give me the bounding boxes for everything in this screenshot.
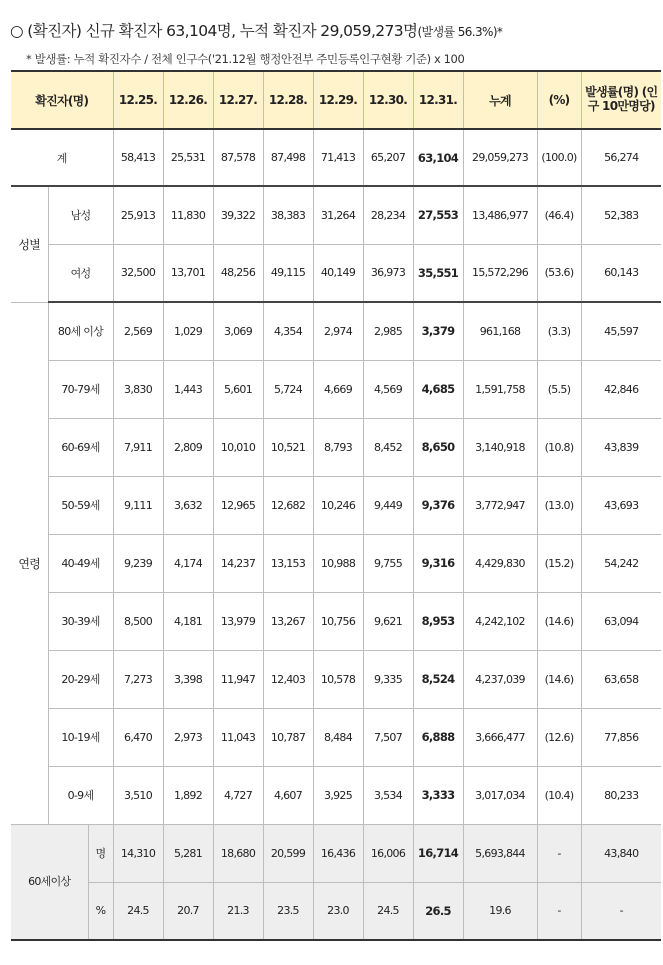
cumulative-cell: 3,140,918 [463, 418, 537, 476]
value-cell: 4,181 [163, 592, 213, 650]
value-cell: 2,985 [363, 302, 413, 360]
value-cell: 11,830 [163, 186, 213, 244]
table-row [11, 129, 661, 186]
percent-cell: - [537, 882, 581, 940]
value-cell: 3,925 [313, 766, 363, 824]
value-cell: 7,911 [113, 418, 163, 476]
header-cumulative: 누계 [463, 71, 537, 129]
rate-cell: 60,143 [581, 244, 661, 302]
rate-cell: 63,658 [581, 650, 661, 708]
value-cell: 58,413 [113, 129, 163, 186]
value-cell: 6,470 [113, 708, 163, 766]
value-cell: 8,793 [313, 418, 363, 476]
value-cell: 21.3 [213, 882, 263, 940]
value-cell: 10,988 [313, 534, 363, 592]
header-date: 12.27. [213, 71, 263, 129]
rate-cell: 56,274 [581, 129, 661, 186]
category-label: 성별 [11, 186, 48, 302]
category-label: 연령 [11, 302, 48, 824]
value-cell: 3,510 [113, 766, 163, 824]
value-cell: 2,973 [163, 708, 213, 766]
value-cell: 5,601 [213, 360, 263, 418]
value-cell: 16,436 [313, 824, 363, 882]
value-cell: 9,335 [363, 650, 413, 708]
row-label: 70-79세 [48, 360, 113, 418]
value-cell: 3,379 [413, 302, 463, 360]
value-cell: 10,246 [313, 476, 363, 534]
value-cell: 2,974 [313, 302, 363, 360]
table-row [11, 650, 661, 708]
cumulative-cell: 1,591,758 [463, 360, 537, 418]
value-cell: 49,115 [263, 244, 313, 302]
row-label: 30-39세 [48, 592, 113, 650]
header-date: 12.29. [313, 71, 363, 129]
value-cell: 13,701 [163, 244, 213, 302]
value-cell: 3,830 [113, 360, 163, 418]
value-cell: 4,727 [213, 766, 263, 824]
confirmed-cases-table [11, 70, 661, 941]
percent-cell: (3.3) [537, 302, 581, 360]
value-cell: 3,333 [413, 766, 463, 824]
cumulative-cell: 3,772,947 [463, 476, 537, 534]
table-row [11, 766, 661, 824]
value-cell: 16,006 [363, 824, 413, 882]
percent-cell: - [537, 824, 581, 882]
rate-cell: 63,094 [581, 592, 661, 650]
header-percent: (%) [537, 71, 581, 129]
value-cell: 9,316 [413, 534, 463, 592]
value-cell: 23.0 [313, 882, 363, 940]
value-cell: 10,010 [213, 418, 263, 476]
value-cell: 5,281 [163, 824, 213, 882]
row-label: 60-69세 [48, 418, 113, 476]
rate-cell: 77,856 [581, 708, 661, 766]
rate-cell: 43,839 [581, 418, 661, 476]
value-cell: 6,888 [413, 708, 463, 766]
cumulative-cell: 29,059,273 [463, 129, 537, 186]
value-cell: 40,149 [313, 244, 363, 302]
rate-cell: 80,233 [581, 766, 661, 824]
value-cell: 3,534 [363, 766, 413, 824]
value-cell: 10,787 [263, 708, 313, 766]
cumulative-cell: 3,017,034 [463, 766, 537, 824]
value-cell: 23.5 [263, 882, 313, 940]
value-cell: 26.5 [413, 882, 463, 940]
percent-cell: (14.6) [537, 650, 581, 708]
title-rate: (발생률 56.3%) [417, 25, 497, 39]
percent-cell: (15.2) [537, 534, 581, 592]
table-row [11, 824, 661, 882]
cumulative-cell: 4,237,039 [463, 650, 537, 708]
value-cell: 8,452 [363, 418, 413, 476]
value-cell: 28,234 [363, 186, 413, 244]
header-row [11, 71, 661, 129]
value-cell: 8,500 [113, 592, 163, 650]
unit-label: % [88, 882, 113, 940]
header-rate: 발생률(명) (인구 10만명당) [581, 71, 661, 129]
row-label: 40-49세 [48, 534, 113, 592]
cumulative-cell: 4,242,102 [463, 592, 537, 650]
row-label: 남성 [48, 186, 113, 244]
cumulative-cell: 5,693,844 [463, 824, 537, 882]
table-row [11, 244, 661, 302]
table-row [11, 360, 661, 418]
value-cell: 9,755 [363, 534, 413, 592]
percent-cell: (53.6) [537, 244, 581, 302]
value-cell: 11,043 [213, 708, 263, 766]
rate-cell: 43,840 [581, 824, 661, 882]
value-cell: 4,669 [313, 360, 363, 418]
header-date: 12.31. [413, 71, 463, 129]
rate-cell: 45,597 [581, 302, 661, 360]
value-cell: 9,111 [113, 476, 163, 534]
cumulative-cell: 3,666,477 [463, 708, 537, 766]
rate-cell: 43,693 [581, 476, 661, 534]
value-cell: 8,953 [413, 592, 463, 650]
value-cell: 87,578 [213, 129, 263, 186]
value-cell: 4,569 [363, 360, 413, 418]
value-cell: 3,632 [163, 476, 213, 534]
rate-cell: 54,242 [581, 534, 661, 592]
value-cell: 1,029 [163, 302, 213, 360]
header-category: 확진자(명) [11, 71, 113, 129]
value-cell: 11,947 [213, 650, 263, 708]
percent-cell: (10.4) [537, 766, 581, 824]
value-cell: 14,237 [213, 534, 263, 592]
table-row [11, 302, 661, 360]
value-cell: 63,104 [413, 129, 463, 186]
value-cell: 31,264 [313, 186, 363, 244]
value-cell: 20.7 [163, 882, 213, 940]
table-row [11, 186, 661, 244]
value-cell: 2,569 [113, 302, 163, 360]
title-label: (확진자) [27, 22, 82, 40]
table-row [11, 476, 661, 534]
value-cell: 87,498 [263, 129, 313, 186]
row-label: 80세 이상 [48, 302, 113, 360]
table-row [11, 708, 661, 766]
value-cell: 12,403 [263, 650, 313, 708]
value-cell: 71,413 [313, 129, 363, 186]
value-cell: 4,174 [163, 534, 213, 592]
value-cell: 9,449 [363, 476, 413, 534]
percent-cell: (100.0) [537, 129, 581, 186]
value-cell: 13,267 [263, 592, 313, 650]
value-cell: 5,724 [263, 360, 313, 418]
value-cell: 4,607 [263, 766, 313, 824]
cumulative-cell: 15,572,296 [463, 244, 537, 302]
percent-cell: (12.6) [537, 708, 581, 766]
percent-cell: (10.8) [537, 418, 581, 476]
cumulative-cell: 13,486,977 [463, 186, 537, 244]
value-cell: 1,443 [163, 360, 213, 418]
value-cell: 2,809 [163, 418, 213, 476]
value-cell: 9,376 [413, 476, 463, 534]
percent-cell: (46.4) [537, 186, 581, 244]
value-cell: 4,354 [263, 302, 313, 360]
percent-cell: (5.5) [537, 360, 581, 418]
value-cell: 48,256 [213, 244, 263, 302]
value-cell: 12,682 [263, 476, 313, 534]
value-cell: 16,714 [413, 824, 463, 882]
percent-cell: (13.0) [537, 476, 581, 534]
value-cell: 4,685 [413, 360, 463, 418]
value-cell: 25,531 [163, 129, 213, 186]
value-cell: 36,973 [363, 244, 413, 302]
table-row [11, 534, 661, 592]
page-title [10, 19, 502, 41]
value-cell: 10,756 [313, 592, 363, 650]
value-cell: 10,521 [263, 418, 313, 476]
value-cell: 35,551 [413, 244, 463, 302]
row-label: 20-29세 [48, 650, 113, 708]
row-label: 여성 [48, 244, 113, 302]
circle-bullet-icon: ○ [10, 22, 23, 40]
value-cell: 8,650 [413, 418, 463, 476]
unit-label: 명 [88, 824, 113, 882]
over60-label: 60세이상 [11, 824, 88, 940]
cumulative-cell: 4,429,830 [463, 534, 537, 592]
table-row [11, 418, 661, 476]
value-cell: 8,524 [413, 650, 463, 708]
header-date: 12.26. [163, 71, 213, 129]
row-label: 0-9세 [48, 766, 113, 824]
row-label: 계 [11, 129, 113, 186]
value-cell: 3,069 [213, 302, 263, 360]
rate-cell: - [581, 882, 661, 940]
value-cell: 20,599 [263, 824, 313, 882]
value-cell: 9,239 [113, 534, 163, 592]
value-cell: 8,484 [313, 708, 363, 766]
header-date: 12.28. [263, 71, 313, 129]
value-cell: 25,913 [113, 186, 163, 244]
value-cell: 24.5 [113, 882, 163, 940]
value-cell: 24.5 [363, 882, 413, 940]
value-cell: 13,979 [213, 592, 263, 650]
title-main: 신규 확진자 63,104명, 누적 확진자 29,059,273명 [81, 22, 418, 40]
value-cell: 18,680 [213, 824, 263, 882]
header-date: 12.25. [113, 71, 163, 129]
percent-cell: (14.6) [537, 592, 581, 650]
value-cell: 3,398 [163, 650, 213, 708]
value-cell: 7,507 [363, 708, 413, 766]
table-row [11, 882, 661, 940]
header-date: 12.30. [363, 71, 413, 129]
table-row [11, 592, 661, 650]
value-cell: 10,578 [313, 650, 363, 708]
row-label: 10-19세 [48, 708, 113, 766]
value-cell: 9,621 [363, 592, 413, 650]
value-cell: 65,207 [363, 129, 413, 186]
row-label: 50-59세 [48, 476, 113, 534]
rate-cell: 52,383 [581, 186, 661, 244]
footnote: * 발생률: 누적 확진자수 / 전체 인구수('21.12월 행정안전부 주민등록인구현황 기준) x 100 [26, 52, 465, 66]
value-cell: 32,500 [113, 244, 163, 302]
title-star: * [496, 25, 503, 39]
rate-cell: 42,846 [581, 360, 661, 418]
value-cell: 38,383 [263, 186, 313, 244]
value-cell: 27,553 [413, 186, 463, 244]
value-cell: 1,892 [163, 766, 213, 824]
value-cell: 12,965 [213, 476, 263, 534]
value-cell: 39,322 [213, 186, 263, 244]
cumulative-cell: 19.6 [463, 882, 537, 940]
value-cell: 7,273 [113, 650, 163, 708]
value-cell: 14,310 [113, 824, 163, 882]
cumulative-cell: 961,168 [463, 302, 537, 360]
value-cell: 13,153 [263, 534, 313, 592]
